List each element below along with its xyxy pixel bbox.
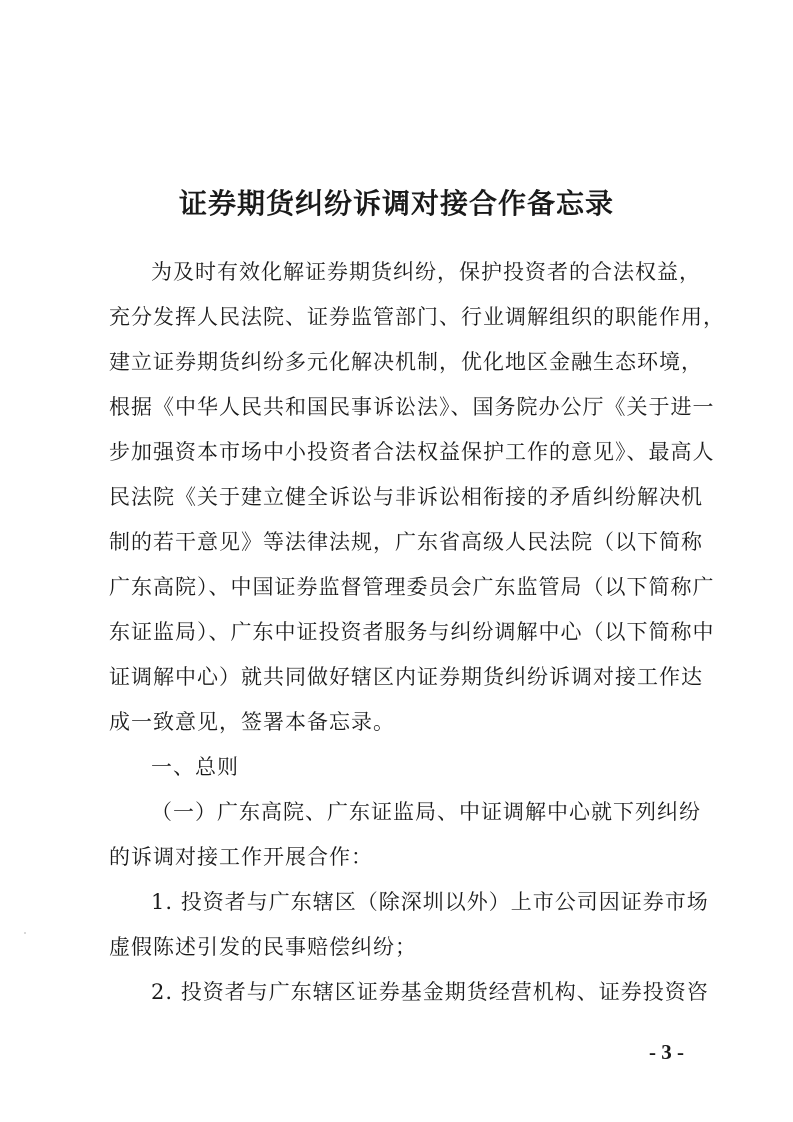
scan-speck	[24, 932, 26, 934]
paragraph-line: 为及时有效化解证券期货纠纷，保护投资者的合法权益，	[151, 260, 701, 284]
document-title: 证券期货纠纷诉调对接合作备忘录	[178, 187, 614, 220]
paragraph-line: 东证监局）、广东中证投资者服务与纠纷调解中心（以下简称中	[109, 620, 715, 644]
paragraph-line: 充分发挥人民法院、证券监管部门、行业调解组织的职能作用，	[109, 305, 725, 329]
paragraph-line: 步加强资本市场中小投资者合法权益保护工作的意见》、最高人	[109, 440, 715, 464]
paragraph-line: 建立证券期货纠纷多元化解决机制，优化地区金融生态环境，	[109, 350, 703, 374]
list-item-line: 虚假陈述引发的民事赔偿纠纷；	[109, 935, 417, 959]
page-number: - 3 -	[649, 1040, 684, 1064]
list-item-line: 2. 投资者与广东辖区证券基金期货经营机构、证券投资咨	[151, 980, 709, 1004]
paragraph-line: 民法院《关于建立健全诉讼与非诉讼相衔接的矛盾纠纷解决机	[109, 485, 703, 509]
paragraph-line: 制的若干意见》等法律法规，广东省高级人民法院（以下简称	[109, 530, 703, 554]
list-item-line: 1. 投资者与广东辖区（除深圳以外）上市公司因证券市场	[151, 890, 709, 914]
section-heading: 一、总则	[151, 755, 239, 779]
paragraph-line: 成一致意见，签署本备忘录。	[109, 710, 395, 734]
clause-line: 的诉调对接工作开展合作：	[109, 845, 373, 869]
paragraph-line: 证调解中心）就共同做好辖区内证券期货纠纷诉调对接工作达	[109, 665, 703, 689]
clause-line: （一）广东高院、广东证监局、中证调解中心就下列纠纷	[151, 800, 701, 824]
paragraph-line: 广东高院）、中国证券监督管理委员会广东监管局（以下简称广	[109, 575, 715, 599]
paragraph-line: 根据《中华人民共和国民事诉讼法》、国务院办公厅《关于进一	[109, 395, 715, 419]
